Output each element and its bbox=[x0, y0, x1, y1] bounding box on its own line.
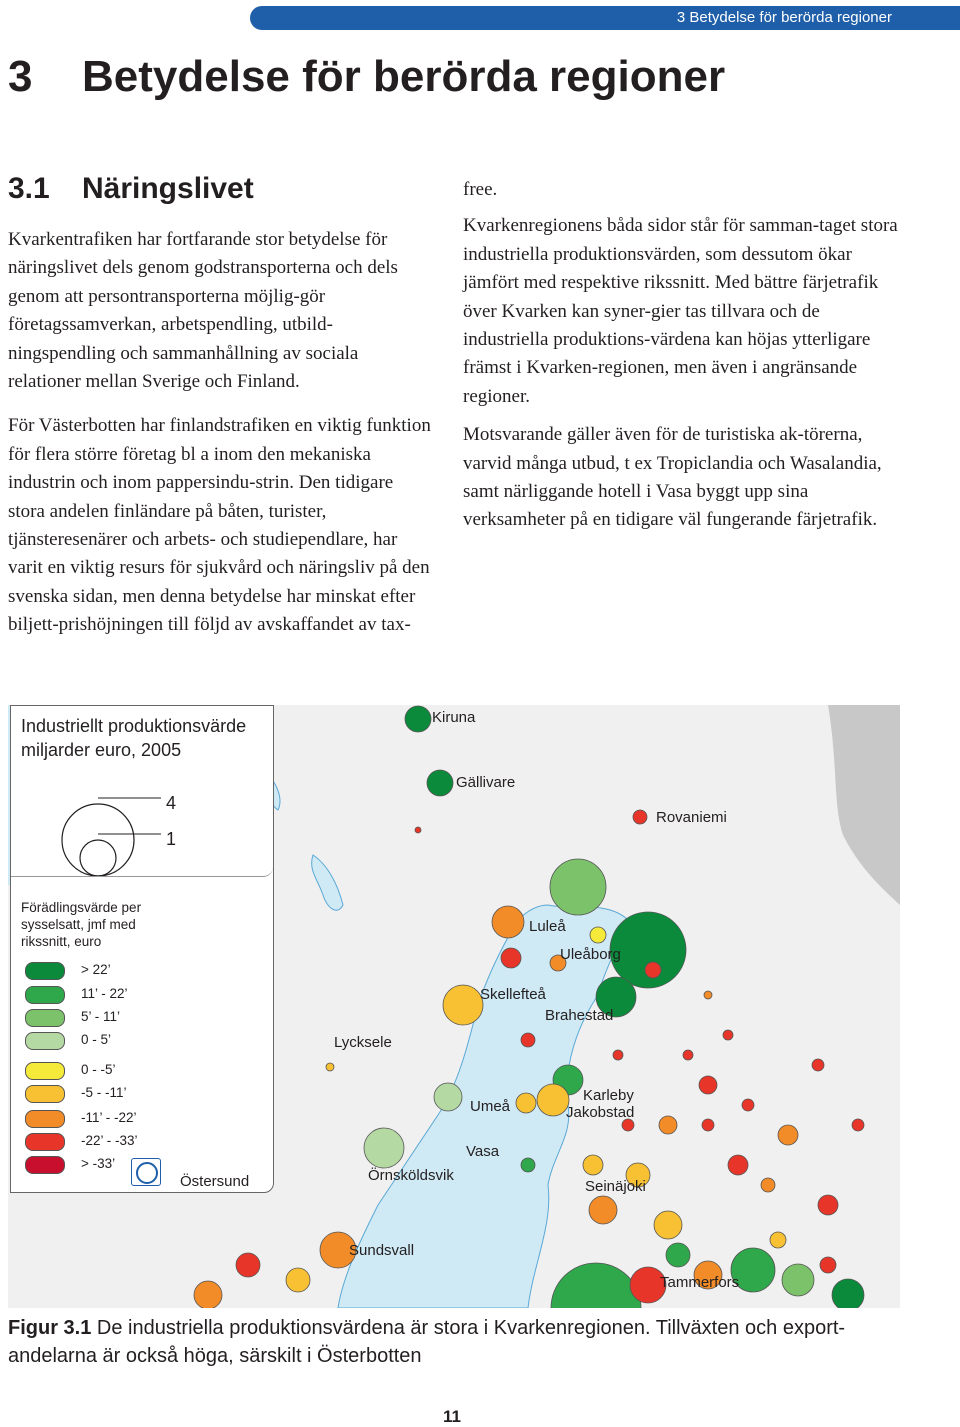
city-label: Gällivare bbox=[456, 774, 516, 791]
city-label: Kiruna bbox=[432, 709, 476, 726]
legend-swatch bbox=[25, 1009, 65, 1027]
text-column-left bbox=[8, 226, 433, 640]
city-label: Brahestad bbox=[545, 1007, 614, 1024]
city-label: Umeå bbox=[470, 1098, 511, 1115]
legend-swatch bbox=[25, 1110, 65, 1128]
legend-swatch bbox=[25, 1156, 65, 1174]
paragraph: Kvarkentrafiken har fortfarande stor betydelse för näringslivet dels genom godstransporterna och dels genom att persontransporterna möjlig-gör företagssamverkan, arbetspendling, utbild-ningspendling och sammanhållning av sociala relationer mellan Sverige och Finland. bbox=[8, 229, 398, 393]
legend-label: -5 - -11’ bbox=[81, 1085, 127, 1100]
paragraph: Motsvarande gäller även för de turistiska ak-törerna, varvid många utbud, t ex Tropiclandia och Wasalandia, samt närliggande hotell i Vasa byggt upp sina verksamheter på en tidigare väl fungerande färjetrafik. bbox=[463, 424, 882, 531]
section-number: 3.1 bbox=[8, 172, 50, 205]
map-legend bbox=[10, 705, 274, 1193]
legend-label: > -33’ bbox=[81, 1156, 116, 1171]
color-legend-title: Förädlingsvärde per sysselsatt, jmf med rikssnitt, euro bbox=[21, 900, 142, 949]
legend-swatch bbox=[25, 962, 65, 980]
city-label: Seinäjoki bbox=[585, 1178, 646, 1195]
legend-label: 0 - -5’ bbox=[81, 1062, 116, 1077]
legend-label: -11’ - -22’ bbox=[81, 1110, 137, 1125]
legend-label: > 22’ bbox=[81, 962, 111, 977]
section-title: Näringslivet bbox=[82, 172, 254, 205]
running-title: 3 Betydelse för berörda regioner bbox=[676, 9, 892, 26]
city-label: Tammerfors bbox=[660, 1274, 740, 1291]
figure-caption bbox=[8, 1314, 908, 1370]
running-header-bar bbox=[250, 6, 960, 30]
legend-label: 5’ - 11’ bbox=[81, 1009, 121, 1024]
legend-swatch bbox=[25, 1133, 65, 1151]
city-label: Östersund bbox=[180, 1173, 250, 1190]
section-heading bbox=[8, 172, 254, 206]
chapter-heading bbox=[8, 52, 725, 102]
city-label: Luleå bbox=[529, 918, 566, 935]
city-label: Rovaniemi bbox=[656, 809, 727, 826]
chapter-number: 3 bbox=[8, 52, 33, 101]
city-label: Uleåborg bbox=[560, 946, 621, 963]
city-label: Örnsköldsvik bbox=[368, 1167, 454, 1184]
size-label-large: 4 bbox=[166, 793, 177, 813]
legend-title: Industriellt produktionsvärde miljarder euro, 2005 bbox=[21, 716, 247, 760]
city-label: Sundsvall bbox=[349, 1242, 415, 1259]
legend-label: 0 - 5’ bbox=[81, 1032, 112, 1047]
legend-swatch bbox=[25, 986, 65, 1004]
size-legend bbox=[11, 706, 273, 877]
text-column-right bbox=[463, 176, 908, 535]
city-label: Skellefteå bbox=[480, 986, 546, 1003]
legend-swatch bbox=[25, 1032, 65, 1050]
chapter-title: Betydelse för berörda regioner bbox=[82, 52, 726, 101]
map-figure bbox=[8, 705, 900, 1308]
paragraph: free. bbox=[463, 179, 498, 200]
city-label: Lycksele bbox=[334, 1034, 392, 1051]
legend-label: 11’ - 22’ bbox=[81, 986, 128, 1001]
city-label: Vasa bbox=[466, 1143, 500, 1160]
legend-label: -22’ - -33’ bbox=[81, 1133, 138, 1148]
caption-text: De industriella produktionsvärdena är stora i Kvarkenregionen. Tillväxten och export-andelarna är också höga, särskilt i Österbotten bbox=[8, 1317, 846, 1367]
legend-swatch bbox=[25, 1062, 65, 1080]
figure-label: Figur 3.1 bbox=[8, 1317, 92, 1339]
size-label-small: 1 bbox=[166, 829, 177, 849]
paragraph: För Västerbotten har finlandstrafiken en viktig funktion för flera större företag bl a inom den mekaniska industrin och inom pappersindu-strin. Den tidigare stora andelen finländare på båten, turister, tjänsteresenärer och arbets- och studiependlare, har varit en viktig resurs för sjukvård och näringsliv på den svenska sidan, men denna betydelse har minskat efter biljett-prishöjningen till följd av avskaffandet av tax- bbox=[8, 415, 431, 636]
size-legend-circles bbox=[11, 706, 273, 876]
paragraph: Kvarkenregionens båda sidor står för samman-taget stora industriella produktionsvärden, som dessutom ökar jämfört med respektive rikssnitt. Med bättre färjetrafik över Kvarken kan syner-gier tas tillvara och de industriella produktions-värdena kan höjas ytterligare främst i Kvarken-regionen, men även i angränsande regioner. bbox=[463, 215, 898, 407]
city-label: Jakobstad bbox=[566, 1104, 635, 1121]
logo-icon bbox=[131, 1158, 161, 1186]
legend-swatch bbox=[25, 1085, 65, 1103]
page-number: 11 bbox=[443, 1407, 461, 1426]
city-label: Karleby bbox=[583, 1087, 634, 1104]
